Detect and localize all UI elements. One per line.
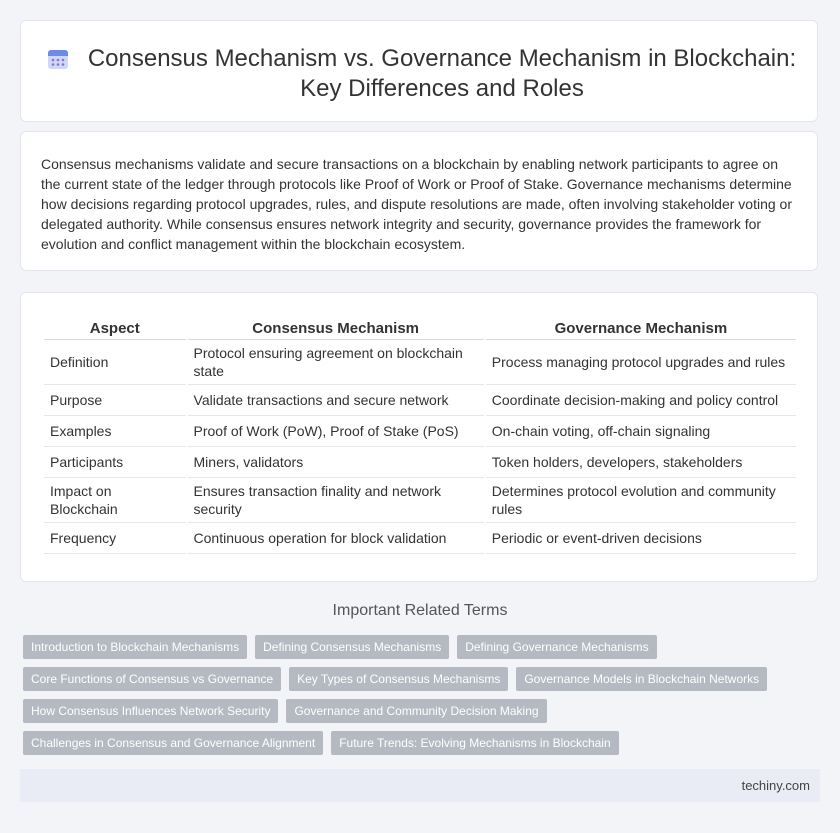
- row-governance: Determines protocol evolution and community rules: [486, 478, 796, 523]
- related-term-tag[interactable]: Challenges in Consensus and Governance Alignment: [23, 731, 323, 755]
- row-consensus: Protocol ensuring agreement on blockchain state: [188, 340, 484, 385]
- related-term-tag[interactable]: Defining Governance Mechanisms: [457, 635, 656, 659]
- related-term-tag[interactable]: Core Functions of Consensus vs Governance: [23, 667, 281, 691]
- footer-brand-link[interactable]: techiny.com: [741, 778, 810, 793]
- related-term-tag[interactable]: Introduction to Blockchain Mechanisms: [23, 635, 247, 659]
- row-consensus: Ensures transaction finality and network security: [188, 478, 484, 523]
- row-consensus: Miners, validators: [188, 447, 484, 478]
- row-consensus: Validate transactions and secure network: [188, 385, 484, 416]
- row-consensus: Proof of Work (PoW), Proof of Stake (PoS): [188, 416, 484, 447]
- row-governance: Process managing protocol upgrades and rules: [486, 340, 796, 385]
- header-card: [20, 20, 818, 122]
- related-term-tag[interactable]: Defining Consensus Mechanisms: [255, 635, 449, 659]
- header-aspect: Aspect: [44, 315, 186, 340]
- row-aspect: Definition: [44, 340, 186, 385]
- row-aspect: Examples: [44, 416, 186, 447]
- related-term-tag[interactable]: Governance and Community Decision Making: [286, 699, 546, 723]
- intro-card: [20, 131, 818, 271]
- related-term-tag[interactable]: Governance Models in Blockchain Networks: [516, 667, 767, 691]
- table-row: [44, 416, 796, 447]
- row-aspect: Frequency: [44, 523, 186, 554]
- row-aspect: Participants: [44, 447, 186, 478]
- row-governance: Token holders, developers, stakeholders: [486, 447, 796, 478]
- calendar-icon: [47, 48, 69, 70]
- related-term-tag[interactable]: Future Trends: Evolving Mechanisms in Blockchain: [331, 731, 618, 755]
- table-row: [44, 478, 796, 523]
- tag-row: [23, 731, 823, 755]
- row-aspect: Impact on Blockchain: [44, 478, 186, 523]
- table-row: [44, 340, 796, 385]
- table-row: [44, 385, 796, 416]
- related-terms-title: Important Related Terms: [332, 602, 508, 619]
- page-title: Consensus Mechanism vs. Governance Mechanism in Blockchain: Key Differences and Roles: [87, 45, 797, 102]
- row-aspect: Purpose: [44, 385, 186, 416]
- row-governance: On-chain voting, off-chain signaling: [486, 416, 796, 447]
- header-governance: Governance Mechanism: [486, 315, 796, 340]
- intro-paragraph: Consensus mechanisms validate and secure transactions on a blockchain by enabling network participants to agree on the current state of the ledger through protocols like Proof of Work or Proof of Stake. Governance mechanisms determine how decisions regarding protocol upgrades, rules, and dispute resolutions are made, often involving stakeholder voting or delegated authority. While consensus ensures network integrity and security, governance provides the framework for evolution and conflict management within the blockchain ecosystem.: [41, 156, 793, 252]
- tag-row: [23, 667, 823, 691]
- comparison-table: [42, 315, 798, 554]
- row-governance: Coordinate decision-making and policy control: [486, 385, 796, 416]
- header-consensus: Consensus Mechanism: [188, 315, 484, 340]
- footer: [20, 769, 820, 802]
- related-term-tag[interactable]: Key Types of Consensus Mechanisms: [289, 667, 508, 691]
- table-header-row: [44, 315, 796, 340]
- row-consensus: Continuous operation for block validation: [188, 523, 484, 554]
- table-row: [44, 523, 796, 554]
- row-governance: Periodic or event-driven decisions: [486, 523, 796, 554]
- tag-row: [23, 699, 823, 723]
- comparison-card: [20, 292, 818, 582]
- table-row: [44, 447, 796, 478]
- tag-row: [23, 635, 823, 659]
- related-term-tag[interactable]: How Consensus Influences Network Security: [23, 699, 278, 723]
- related-terms-list: [23, 635, 823, 763]
